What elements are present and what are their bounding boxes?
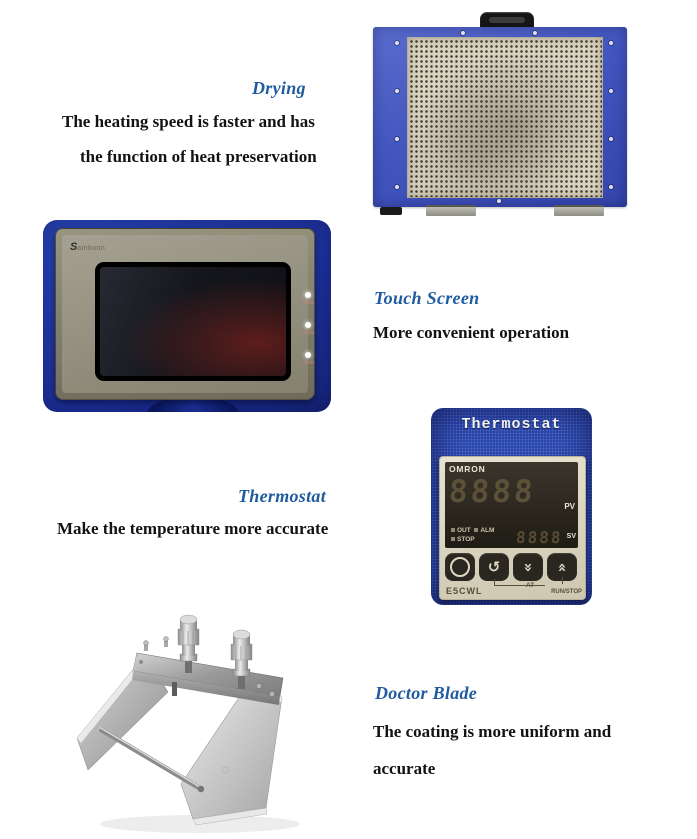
level-icon (450, 557, 470, 577)
brand-logo: Samkoon (70, 241, 106, 253)
down-button[interactable] (513, 553, 543, 581)
chevron-up-icon: » (552, 562, 571, 572)
run-stop-tick (562, 577, 563, 584)
feature-title-doctor-blade: Doctor Blade (375, 683, 478, 703)
sv-digits: 8888 (515, 528, 564, 547)
temperature-controller (439, 456, 586, 600)
at-bracket (494, 579, 545, 586)
hmi-device (55, 228, 315, 400)
pv-label: PV (564, 502, 575, 511)
display-screen (95, 262, 291, 381)
power-led-icon (305, 292, 311, 298)
alm-indicator-icon (474, 528, 478, 532)
feature-title-thermostat: Thermostat (238, 486, 327, 506)
status-led-icon (305, 322, 311, 328)
photo-caption: Thermostat (461, 416, 562, 433)
doctor-blade-photo (50, 600, 340, 839)
feature-desc-drying-line1: The heating speed is faster and has (62, 112, 315, 131)
foot-bracket (426, 205, 476, 216)
chevron-down-icon: » (519, 562, 538, 572)
at-label: AT (526, 582, 535, 589)
feature-title-touch-screen: Touch Screen (374, 288, 480, 308)
thermostat-photo (431, 408, 592, 605)
loop-arrow-icon: ↺ (487, 557, 501, 576)
doctor-blade-illustration (50, 600, 340, 839)
indicator-row: OUT ALM (451, 527, 494, 534)
drying-plate-body (373, 27, 627, 207)
controller-display (445, 462, 578, 548)
drying-plate-photo (370, 0, 697, 218)
feature-desc-touch-screen-line1: More convenient operation (373, 323, 570, 342)
run-stop-label: RUN/STOP (551, 589, 582, 595)
feature-title-drying: Drying (252, 78, 306, 98)
foot (380, 207, 402, 215)
mode-button[interactable] (479, 553, 509, 581)
feature-desc-doctor-blade-line2: accurate (373, 759, 436, 778)
model-label: E5CWL (446, 586, 483, 596)
feature-desc-drying-line2: the function of heat preservation (80, 147, 317, 166)
perforated-panel (407, 37, 603, 198)
brand-label: OMRON (449, 464, 486, 474)
feature-desc-thermostat-line1: Make the temperature more accurate (57, 519, 329, 538)
pv-digits: 8888 (447, 474, 537, 510)
com-led-icon (305, 352, 311, 358)
out-indicator-icon (451, 528, 455, 532)
stop-indicator-icon (451, 537, 455, 541)
level-button[interactable] (445, 553, 475, 581)
feature-desc-doctor-blade-line1: The coating is more uniform and (373, 722, 612, 741)
touch-screen-photo (43, 220, 331, 412)
indicator-row: STOP (451, 536, 475, 543)
sv-label: SV (566, 533, 576, 540)
foot-bracket (554, 205, 604, 216)
